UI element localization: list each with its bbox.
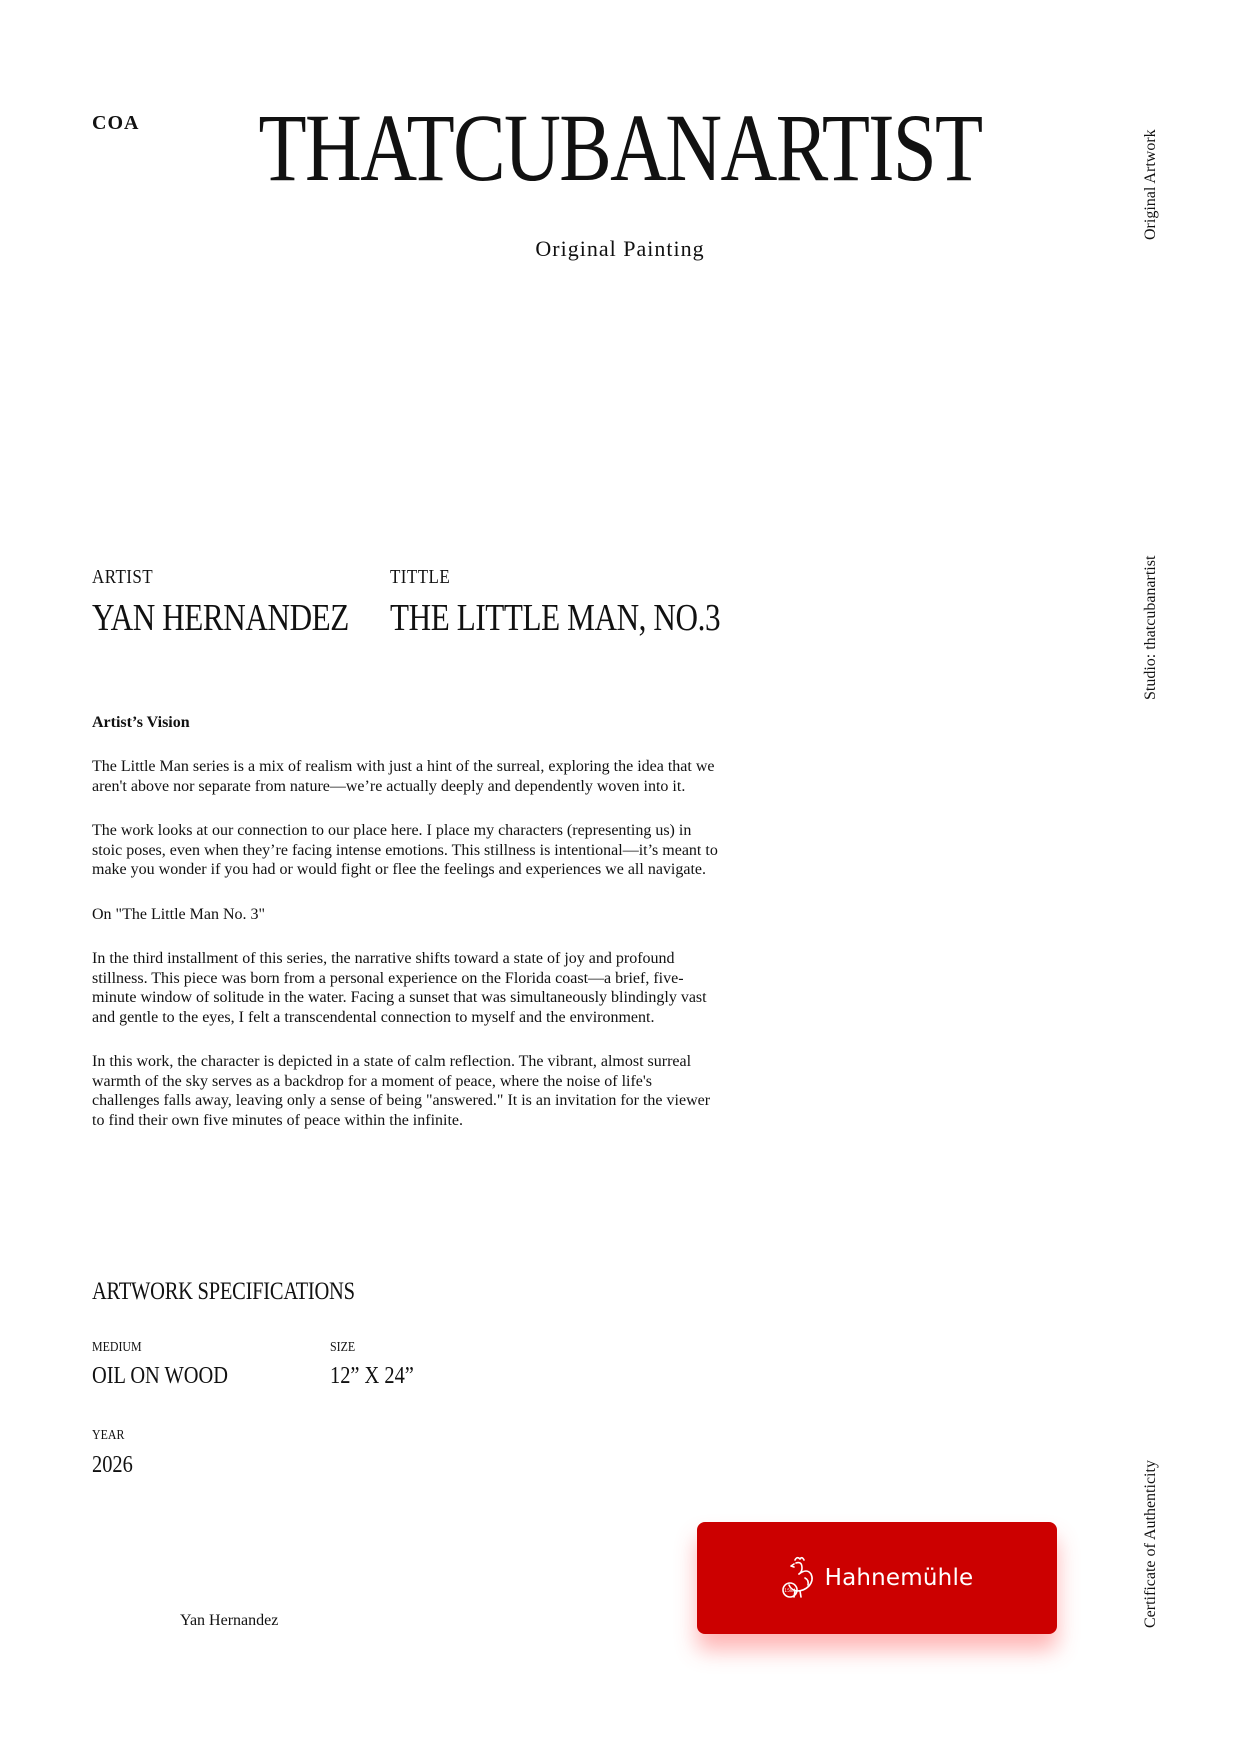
size-value: 12” X 24”: [330, 1363, 414, 1389]
vision-paragraph: On "The Little Man No. 3": [92, 905, 266, 923]
medium-label: MEDIUM: [92, 1340, 142, 1355]
vision-paragraph: In this work, the character is depicted in a state of calm reflection. The vibrant, almost surreal warmth of the sky serves as a backdrop for a moment of peace, where the noise of life's challenges falls away, leaving only a sense of being "answered." It is an invitation for the viewer to find their own five minutes of peace within the infinite.: [92, 1053, 711, 1129]
side-label-studio: Studio: thatcubanartist: [1142, 555, 1159, 700]
side-label-original-artwork: Original Artwork: [1142, 129, 1159, 240]
title-label: TITTLE: [390, 566, 451, 588]
size-label: SIZE: [330, 1340, 356, 1355]
rooster-logo-icon: [781, 1554, 815, 1602]
page-subtitle: Original Painting: [535, 236, 705, 261]
hahnemuhle-logo-text: Hahnemühle: [824, 1565, 974, 1591]
vision-paragraph: In the third installment of this series, the narrative shifts toward a state of joy and profound stillness. This piece was born from a personal experience on the Florida coast—a brief, five-minute window of solitude in the water. Facing a sunset that was simultaneously blindingly vast and gentle to the eyes, I felt a transcendental connection to myself and the environment.: [92, 950, 707, 1026]
side-label-certificate: Certificate of Authenticity: [1142, 1460, 1159, 1628]
signature-name: Yan Hernandez: [180, 1612, 279, 1629]
coa-label: COA: [92, 112, 140, 134]
artist-name: YAN HERNANDEZ: [92, 597, 349, 639]
year-value: 2026: [92, 1452, 133, 1478]
vision-heading: Artist’s Vision: [92, 714, 190, 731]
vision-text: [92, 757, 722, 1155]
hahnemuhle-badge: [697, 1522, 1057, 1634]
brand-title: THATCUBANARTIST: [258, 94, 982, 201]
artwork-title: THE LITTLE MAN, NO.3: [390, 597, 721, 639]
vision-paragraph: The Little Man series is a mix of realism with just a hint of the surreal, exploring the idea that we aren't above nor separate from nature—we’re actually deeply and dependently woven into it.: [92, 758, 715, 795]
specs-heading: ARTWORK SPECIFICATIONS: [92, 1278, 355, 1305]
year-label: YEAR: [92, 1428, 125, 1443]
medium-value: OIL ON WOOD: [92, 1363, 228, 1389]
vision-paragraph: The work looks at our connection to our place here. I place my characters (representing us) in stoic poses, even when they’re facing intense emotions. This stillness is intentional—it’s meant to make you wonder if you had or would fight or flee the feelings and experiences we all navigate.: [92, 822, 718, 878]
logo-year: 1584: [783, 1589, 796, 1594]
artist-label: ARTIST: [92, 566, 154, 588]
